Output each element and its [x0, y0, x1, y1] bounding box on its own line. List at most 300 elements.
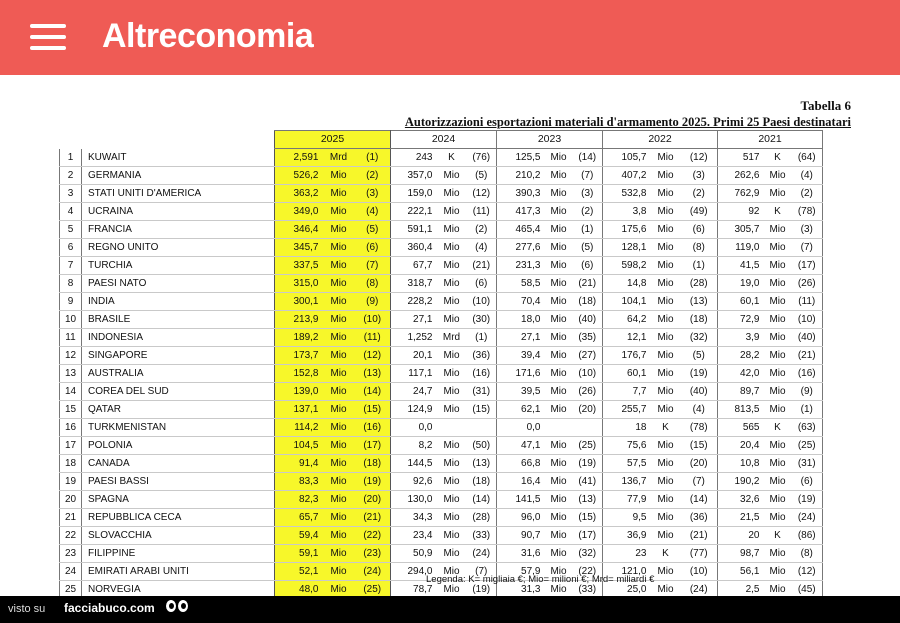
value-cell: 231,3	[497, 257, 545, 275]
value-cell: 305,7	[718, 221, 764, 239]
unit-cell: Mio	[545, 545, 573, 563]
value-cell: 213,9	[275, 311, 323, 329]
value-cell: 345,7	[275, 239, 323, 257]
rank-prev-cell: (20)	[355, 491, 391, 509]
table-row	[60, 491, 823, 509]
rank-cell: 2	[60, 167, 82, 185]
value-cell: 83,3	[275, 473, 323, 491]
rank-prev-cell: (11)	[467, 203, 497, 221]
unit-cell: Mio	[323, 239, 355, 257]
value-cell: 90,7	[497, 527, 545, 545]
value-cell: 25,0	[603, 581, 651, 599]
table-label: Tabella 6	[800, 98, 851, 113]
value-cell: 517	[718, 149, 764, 167]
header-row	[60, 131, 823, 149]
value-cell: 465,4	[497, 221, 545, 239]
rank-prev-cell: (5)	[355, 221, 391, 239]
value-cell: 39,4	[497, 347, 545, 365]
value-cell: 277,6	[497, 239, 545, 257]
unit-cell	[437, 419, 467, 437]
value-cell: 189,2	[275, 329, 323, 347]
rank-prev-cell: (27)	[573, 347, 603, 365]
table-row	[60, 419, 823, 437]
value-cell: 119,0	[718, 239, 764, 257]
rank-cell: 18	[60, 455, 82, 473]
value-cell: 75,6	[603, 437, 651, 455]
value-cell: 77,9	[603, 491, 651, 509]
value-cell: 141,5	[497, 491, 545, 509]
rank-prev-cell: (21)	[573, 275, 603, 293]
unit-cell: Mio	[764, 365, 792, 383]
unit-cell: Mio	[545, 491, 573, 509]
value-cell: 598,2	[603, 257, 651, 275]
unit-cell: Mio	[651, 257, 681, 275]
value-cell: 59,1	[275, 545, 323, 563]
rank-prev-cell: (28)	[681, 275, 718, 293]
country-cell: TURKMENISTAN	[82, 419, 275, 437]
header-spacer	[60, 131, 275, 149]
value-cell: 57,9	[497, 563, 545, 581]
value-cell: 0,0	[497, 419, 545, 437]
table-row	[60, 221, 823, 239]
value-cell: 360,4	[391, 239, 437, 257]
rank-prev-cell: (15)	[355, 401, 391, 419]
table-row	[60, 293, 823, 311]
value-cell: 91,4	[275, 455, 323, 473]
unit-cell: Mio	[651, 401, 681, 419]
unit-cell: Mio	[437, 401, 467, 419]
table-row	[60, 401, 823, 419]
rank-prev-cell: (5)	[467, 167, 497, 185]
rank-prev-cell: (12)	[792, 563, 823, 581]
value-cell: 60,1	[603, 365, 651, 383]
rank-prev-cell: (12)	[681, 149, 718, 167]
rank-prev-cell: (50)	[467, 437, 497, 455]
unit-cell: Mio	[545, 563, 573, 581]
value-cell: 42,0	[718, 365, 764, 383]
rank-prev-cell: (16)	[467, 365, 497, 383]
unit-cell: Mio	[764, 293, 792, 311]
rank-prev-cell: (12)	[355, 347, 391, 365]
value-cell: 2,591	[275, 149, 323, 167]
value-cell: 12,1	[603, 329, 651, 347]
unit-cell: Mio	[323, 275, 355, 293]
rank-prev-cell: (31)	[792, 455, 823, 473]
rank-prev-cell: (19)	[681, 365, 718, 383]
table-row	[60, 329, 823, 347]
rank-prev-cell: (49)	[681, 203, 718, 221]
rank-cell: 9	[60, 293, 82, 311]
value-cell: 89,7	[718, 383, 764, 401]
country-cell: SINGAPORE	[82, 347, 275, 365]
unit-cell: Mio	[437, 581, 467, 599]
rank-prev-cell: (26)	[573, 383, 603, 401]
unit-cell: Mio	[545, 365, 573, 383]
value-cell: 190,2	[718, 473, 764, 491]
rank-prev-cell: (13)	[467, 455, 497, 473]
value-cell: 363,2	[275, 185, 323, 203]
value-cell: 210,2	[497, 167, 545, 185]
table-row	[60, 239, 823, 257]
rank-cell: 5	[60, 221, 82, 239]
rank-prev-cell: (28)	[467, 509, 497, 527]
country-cell: FILIPPINE	[82, 545, 275, 563]
rank-prev-cell: (63)	[792, 419, 823, 437]
rank-prev-cell: (18)	[681, 311, 718, 329]
rank-prev-cell: (6)	[573, 257, 603, 275]
unit-cell: Mio	[437, 167, 467, 185]
unit-cell: Mio	[545, 347, 573, 365]
rank-cell: 16	[60, 419, 82, 437]
rank-prev-cell: (3)	[573, 185, 603, 203]
rank-prev-cell	[467, 419, 497, 437]
unit-cell: Mio	[323, 185, 355, 203]
table-body	[60, 149, 823, 599]
rank-prev-cell: (5)	[573, 239, 603, 257]
unit-cell: Mio	[437, 563, 467, 581]
rank-prev-cell: (7)	[681, 473, 718, 491]
unit-cell: Mio	[651, 527, 681, 545]
rank-prev-cell: (3)	[681, 167, 718, 185]
unit-cell: Mio	[323, 257, 355, 275]
unit-cell: Mio	[323, 581, 355, 599]
unit-cell: Mio	[323, 509, 355, 527]
rank-prev-cell: (30)	[467, 311, 497, 329]
unit-cell: Mio	[651, 239, 681, 257]
value-cell: 27,1	[497, 329, 545, 347]
rank-prev-cell: (7)	[792, 239, 823, 257]
country-cell: INDONESIA	[82, 329, 275, 347]
rank-prev-cell: (4)	[467, 239, 497, 257]
unit-cell: Mio	[323, 527, 355, 545]
value-cell: 36,9	[603, 527, 651, 545]
unit-cell: Mio	[545, 293, 573, 311]
unit-cell: Mio	[651, 203, 681, 221]
country-cell: EMIRATI ARABI UNITI	[82, 563, 275, 581]
value-cell: 16,4	[497, 473, 545, 491]
unit-cell: Mio	[764, 167, 792, 185]
rank-prev-cell: (19)	[355, 473, 391, 491]
unit-cell: Mio	[764, 239, 792, 257]
unit-cell: Mio	[651, 293, 681, 311]
unit-cell: Mio	[764, 329, 792, 347]
unit-cell: Mio	[323, 221, 355, 239]
value-cell: 23	[603, 545, 651, 563]
rank-cell: 22	[60, 527, 82, 545]
table-row	[60, 455, 823, 473]
value-cell: 171,6	[497, 365, 545, 383]
unit-cell: Mio	[437, 257, 467, 275]
rank-prev-cell: (35)	[573, 329, 603, 347]
value-cell: 357,0	[391, 167, 437, 185]
value-cell: 31,3	[497, 581, 545, 599]
rank-prev-cell: (2)	[792, 185, 823, 203]
unit-cell: Mio	[651, 311, 681, 329]
value-cell: 318,7	[391, 275, 437, 293]
unit-cell: Mio	[323, 401, 355, 419]
value-cell: 58,5	[497, 275, 545, 293]
table-row	[60, 509, 823, 527]
year-header: 2025	[275, 131, 391, 149]
unit-cell: Mio	[437, 203, 467, 221]
rank-prev-cell: (21)	[467, 257, 497, 275]
value-cell: 222,1	[391, 203, 437, 221]
unit-cell: Mio	[764, 473, 792, 491]
value-cell: 67,7	[391, 257, 437, 275]
value-cell: 532,8	[603, 185, 651, 203]
value-cell: 125,5	[497, 149, 545, 167]
rank-prev-cell: (17)	[573, 527, 603, 545]
value-cell: 31,6	[497, 545, 545, 563]
unit-cell: Mio	[437, 437, 467, 455]
unit-cell: Mrd	[323, 149, 355, 167]
legend: Legenda: K= migliaia €; Mio= milioni €; Mrd= miliardi €	[426, 574, 655, 585]
rank-prev-cell: (21)	[681, 527, 718, 545]
value-cell: 175,6	[603, 221, 651, 239]
unit-cell: Mio	[437, 311, 467, 329]
unit-cell: Mio	[323, 329, 355, 347]
unit-cell: Mio	[323, 365, 355, 383]
unit-cell: Mio	[545, 167, 573, 185]
rank-cell: 1	[60, 149, 82, 167]
unit-cell: Mio	[764, 185, 792, 203]
country-cell: PAESI NATO	[82, 275, 275, 293]
unit-cell: Mio	[651, 491, 681, 509]
unit-cell: Mio	[323, 545, 355, 563]
year-header: 2023	[497, 131, 603, 149]
table-row	[60, 275, 823, 293]
rank-prev-cell: (1)	[573, 221, 603, 239]
value-cell: 59,4	[275, 527, 323, 545]
rank-prev-cell: (3)	[792, 221, 823, 239]
rank-prev-cell: (19)	[792, 491, 823, 509]
rank-cell: 21	[60, 509, 82, 527]
country-cell: SPAGNA	[82, 491, 275, 509]
country-cell: AUSTRALIA	[82, 365, 275, 383]
rank-prev-cell: (13)	[573, 491, 603, 509]
value-cell: 19,0	[718, 275, 764, 293]
hamburger-menu-icon[interactable]	[30, 24, 66, 50]
unit-cell: Mio	[764, 221, 792, 239]
value-cell: 349,0	[275, 203, 323, 221]
value-cell: 130,0	[391, 491, 437, 509]
rank-cell: 19	[60, 473, 82, 491]
unit-cell: Mio	[651, 437, 681, 455]
value-cell: 228,2	[391, 293, 437, 311]
rank-prev-cell: (10)	[467, 293, 497, 311]
unit-cell: Mio	[764, 347, 792, 365]
rank-prev-cell: (77)	[681, 545, 718, 563]
unit-cell: Mio	[323, 563, 355, 581]
rank-cell: 25	[60, 581, 82, 599]
value-cell: 24,7	[391, 383, 437, 401]
header-bar	[0, 0, 900, 75]
rank-prev-cell: (22)	[573, 563, 603, 581]
brand-logo[interactable]: Altreconomia	[102, 17, 314, 55]
unit-cell	[545, 419, 573, 437]
unit-cell: Mio	[323, 347, 355, 365]
value-cell: 243	[391, 149, 437, 167]
rank-prev-cell: (15)	[573, 509, 603, 527]
rank-prev-cell: (1)	[681, 257, 718, 275]
unit-cell: Mio	[651, 383, 681, 401]
rank-prev-cell: (31)	[467, 383, 497, 401]
rank-prev-cell: (18)	[467, 473, 497, 491]
data-table	[59, 130, 823, 599]
rank-cell: 4	[60, 203, 82, 221]
country-cell: TURCHIA	[82, 257, 275, 275]
unit-cell: Mio	[545, 275, 573, 293]
unit-cell: Mio	[323, 167, 355, 185]
value-cell: 48,0	[275, 581, 323, 599]
unit-cell: K	[764, 203, 792, 221]
rank-cell: 20	[60, 491, 82, 509]
rank-prev-cell: (6)	[467, 275, 497, 293]
value-cell: 262,6	[718, 167, 764, 185]
unit-cell: Mio	[651, 221, 681, 239]
country-cell: UCRAINA	[82, 203, 275, 221]
unit-cell: Mrd	[437, 329, 467, 347]
site-link[interactable]: facciabuco.com	[64, 601, 155, 615]
rank-prev-cell: (6)	[792, 473, 823, 491]
unit-cell: Mio	[764, 455, 792, 473]
unit-cell: Mio	[651, 329, 681, 347]
rank-prev-cell: (6)	[681, 221, 718, 239]
rank-prev-cell: (7)	[355, 257, 391, 275]
unit-cell: Mio	[323, 437, 355, 455]
value-cell: 294,0	[391, 563, 437, 581]
rank-prev-cell: (24)	[467, 545, 497, 563]
unit-cell: Mio	[437, 473, 467, 491]
value-cell: 176,7	[603, 347, 651, 365]
rank-prev-cell: (4)	[355, 203, 391, 221]
value-cell: 47,1	[497, 437, 545, 455]
rank-prev-cell: (10)	[792, 311, 823, 329]
value-cell: 105,7	[603, 149, 651, 167]
rank-prev-cell: (2)	[573, 203, 603, 221]
value-cell: 346,4	[275, 221, 323, 239]
unit-cell: Mio	[545, 239, 573, 257]
unit-cell: Mio	[437, 491, 467, 509]
unit-cell: Mio	[545, 383, 573, 401]
unit-cell: Mio	[764, 581, 792, 599]
value-cell: 98,7	[718, 545, 764, 563]
table-row	[60, 257, 823, 275]
table-row	[60, 437, 823, 455]
value-cell: 20	[718, 527, 764, 545]
unit-cell: Mio	[764, 401, 792, 419]
rank-prev-cell: (22)	[355, 527, 391, 545]
value-cell: 144,5	[391, 455, 437, 473]
rank-prev-cell: (14)	[467, 491, 497, 509]
value-cell: 18	[603, 419, 651, 437]
value-cell: 173,7	[275, 347, 323, 365]
rank-prev-cell: (25)	[573, 437, 603, 455]
value-cell: 0,0	[391, 419, 437, 437]
unit-cell: Mio	[651, 185, 681, 203]
value-cell: 137,1	[275, 401, 323, 419]
value-cell: 159,0	[391, 185, 437, 203]
value-cell: 565	[718, 419, 764, 437]
rank-prev-cell: (10)	[681, 563, 718, 581]
value-cell: 92	[718, 203, 764, 221]
value-cell: 121,0	[603, 563, 651, 581]
unit-cell: Mio	[323, 293, 355, 311]
rank-prev-cell: (8)	[681, 239, 718, 257]
rank-cell: 14	[60, 383, 82, 401]
value-cell: 136,7	[603, 473, 651, 491]
rank-prev-cell: (45)	[792, 581, 823, 599]
value-cell: 9,5	[603, 509, 651, 527]
unit-cell: K	[764, 419, 792, 437]
rank-prev-cell: (33)	[467, 527, 497, 545]
unit-cell: Mio	[437, 221, 467, 239]
unit-cell: Mio	[545, 185, 573, 203]
unit-cell: Mio	[764, 275, 792, 293]
unit-cell: Mio	[437, 239, 467, 257]
country-cell: CANADA	[82, 455, 275, 473]
value-cell: 337,5	[275, 257, 323, 275]
rank-prev-cell: (78)	[681, 419, 718, 437]
value-cell: 152,8	[275, 365, 323, 383]
country-cell: BRASILE	[82, 311, 275, 329]
rank-cell: 8	[60, 275, 82, 293]
rank-prev-cell: (40)	[792, 329, 823, 347]
rank-cell: 15	[60, 401, 82, 419]
unit-cell: Mio	[545, 311, 573, 329]
value-cell: 526,2	[275, 167, 323, 185]
rank-cell: 13	[60, 365, 82, 383]
country-cell: NORVEGIA	[82, 581, 275, 599]
table-row	[60, 149, 823, 167]
unit-cell: Mio	[545, 221, 573, 239]
country-cell: POLONIA	[82, 437, 275, 455]
unit-cell: Mio	[323, 419, 355, 437]
unit-cell: Mio	[651, 473, 681, 491]
country-cell: KUWAIT	[82, 149, 275, 167]
value-cell: 64,2	[603, 311, 651, 329]
rank-prev-cell: (33)	[573, 581, 603, 599]
rank-prev-cell: (36)	[467, 347, 497, 365]
year-header: 2022	[603, 131, 718, 149]
table-row	[60, 311, 823, 329]
value-cell: 407,2	[603, 167, 651, 185]
unit-cell: Mio	[651, 275, 681, 293]
rank-prev-cell: (12)	[467, 185, 497, 203]
rank-prev-cell: (11)	[792, 293, 823, 311]
unit-cell: Mio	[323, 473, 355, 491]
value-cell: 417,3	[497, 203, 545, 221]
unit-cell: Mio	[437, 455, 467, 473]
unit-cell: Mio	[764, 311, 792, 329]
value-cell: 315,0	[275, 275, 323, 293]
rank-prev-cell: (10)	[573, 365, 603, 383]
table-row	[60, 185, 823, 203]
value-cell: 78,7	[391, 581, 437, 599]
unit-cell: Mio	[545, 527, 573, 545]
value-cell: 128,1	[603, 239, 651, 257]
unit-cell: Mio	[437, 545, 467, 563]
value-cell: 117,1	[391, 365, 437, 383]
value-cell: 21,5	[718, 509, 764, 527]
unit-cell: Mio	[437, 293, 467, 311]
unit-cell: Mio	[437, 509, 467, 527]
country-cell: FRANCIA	[82, 221, 275, 239]
rank-prev-cell: (21)	[792, 347, 823, 365]
rank-prev-cell: (2)	[355, 167, 391, 185]
unit-cell: Mio	[651, 167, 681, 185]
value-cell: 2,5	[718, 581, 764, 599]
